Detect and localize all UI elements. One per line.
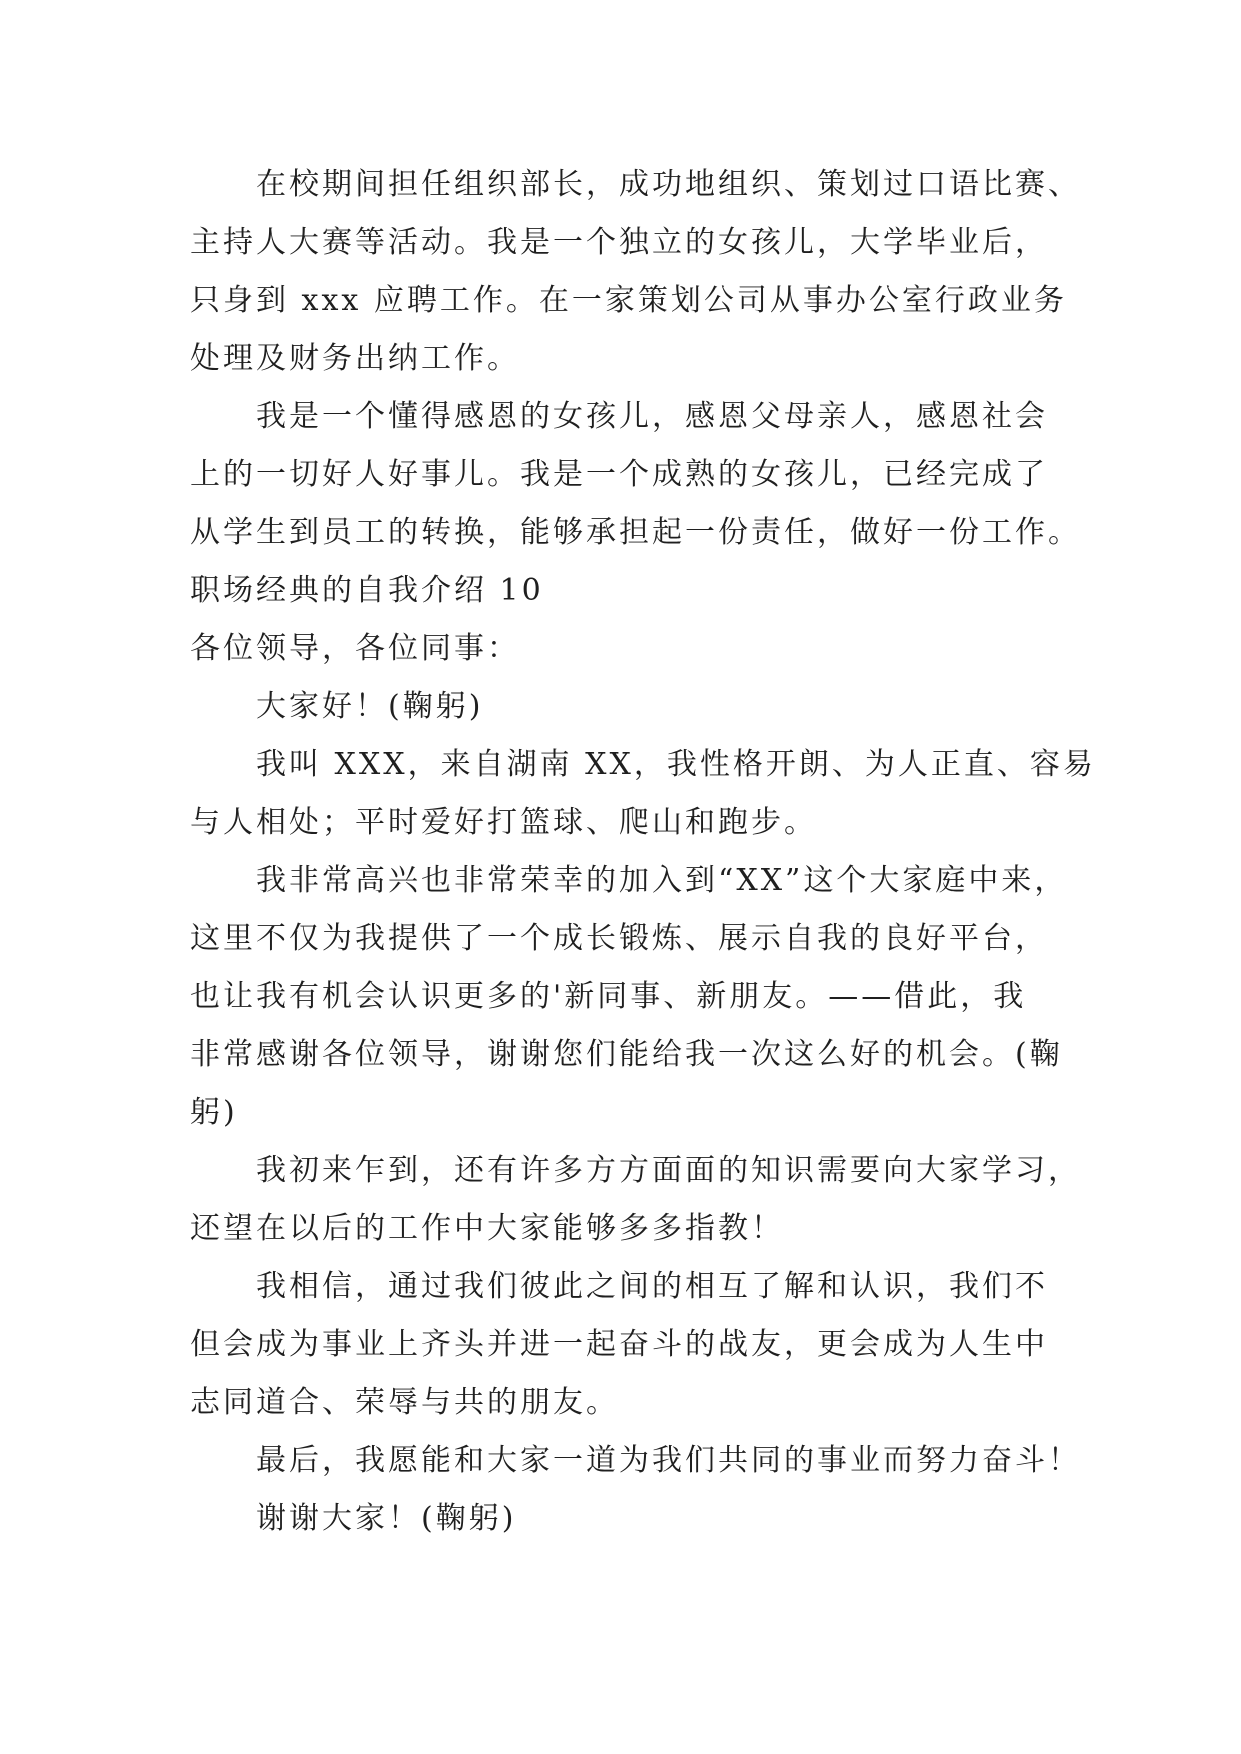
text-line: 也让我有机会认识更多的'新同事、新朋友。——借此，我 (190, 979, 1027, 1014)
text-line: 我是一个懂得感恩的女孩儿，感恩父母亲人，感恩社会 (256, 399, 1048, 434)
text-line: 与人相处；平时爱好打篮球、爬山和跑步。 (190, 805, 817, 840)
text-line: 这里不仅为我提供了一个成长锻炼、展示自我的良好平台， (190, 921, 1048, 956)
text-line: 非常感谢各位领导，谢谢您们能给我一次这么好的机会。(鞠 (190, 1037, 1063, 1072)
text-line: 还望在以后的工作中大家能够多多指教！ (190, 1211, 784, 1246)
text-line: 最后，我愿能和大家一道为我们共同的事业而努力奋斗！ (256, 1443, 1081, 1478)
text-line: 上的一切好人好事儿。我是一个成熟的女孩儿，已经完成了 (190, 457, 1048, 492)
text-line: 大家好！(鞠躬) (256, 689, 484, 724)
section-heading: 职场经典的自我介绍 10 (190, 573, 544, 608)
text-line: 主持人大赛等活动。我是一个独立的女孩儿，大学毕业后， (190, 225, 1048, 260)
text-line: 在校期间担任组织部长，成功地组织、策划过口语比赛、 (256, 167, 1081, 202)
salutation: 各位领导，各位同事： (190, 631, 520, 666)
text-line: 我初来乍到，还有许多方方面面的知识需要向大家学习， (256, 1153, 1081, 1188)
text-line: 志同道合、荣辱与共的朋友。 (190, 1385, 619, 1420)
text-line: 躬) (190, 1095, 238, 1130)
text-line: 谢谢大家！(鞠躬) (256, 1501, 517, 1536)
text-line: 处理及财务出纳工作。 (190, 341, 520, 376)
text-line: 但会成为事业上齐头并进一起奋斗的战友，更会成为人生中 (190, 1327, 1048, 1362)
text-line: 我叫 XXX，来自湖南 XX，我性格开朗、为人正直、容易 (256, 747, 1096, 782)
text-line: 只身到 xxx 应聘工作。在一家策划公司从事办公室行政业务 (190, 283, 1067, 318)
text-line: 我相信，通过我们彼此之间的相互了解和认识，我们不 (256, 1269, 1048, 1304)
text-line: 我非常高兴也非常荣幸的加入到“XX”这个大家庭中来， (256, 863, 1068, 898)
text-line: 从学生到员工的转换，能够承担起一份责任，做好一份工作。 (190, 515, 1081, 550)
